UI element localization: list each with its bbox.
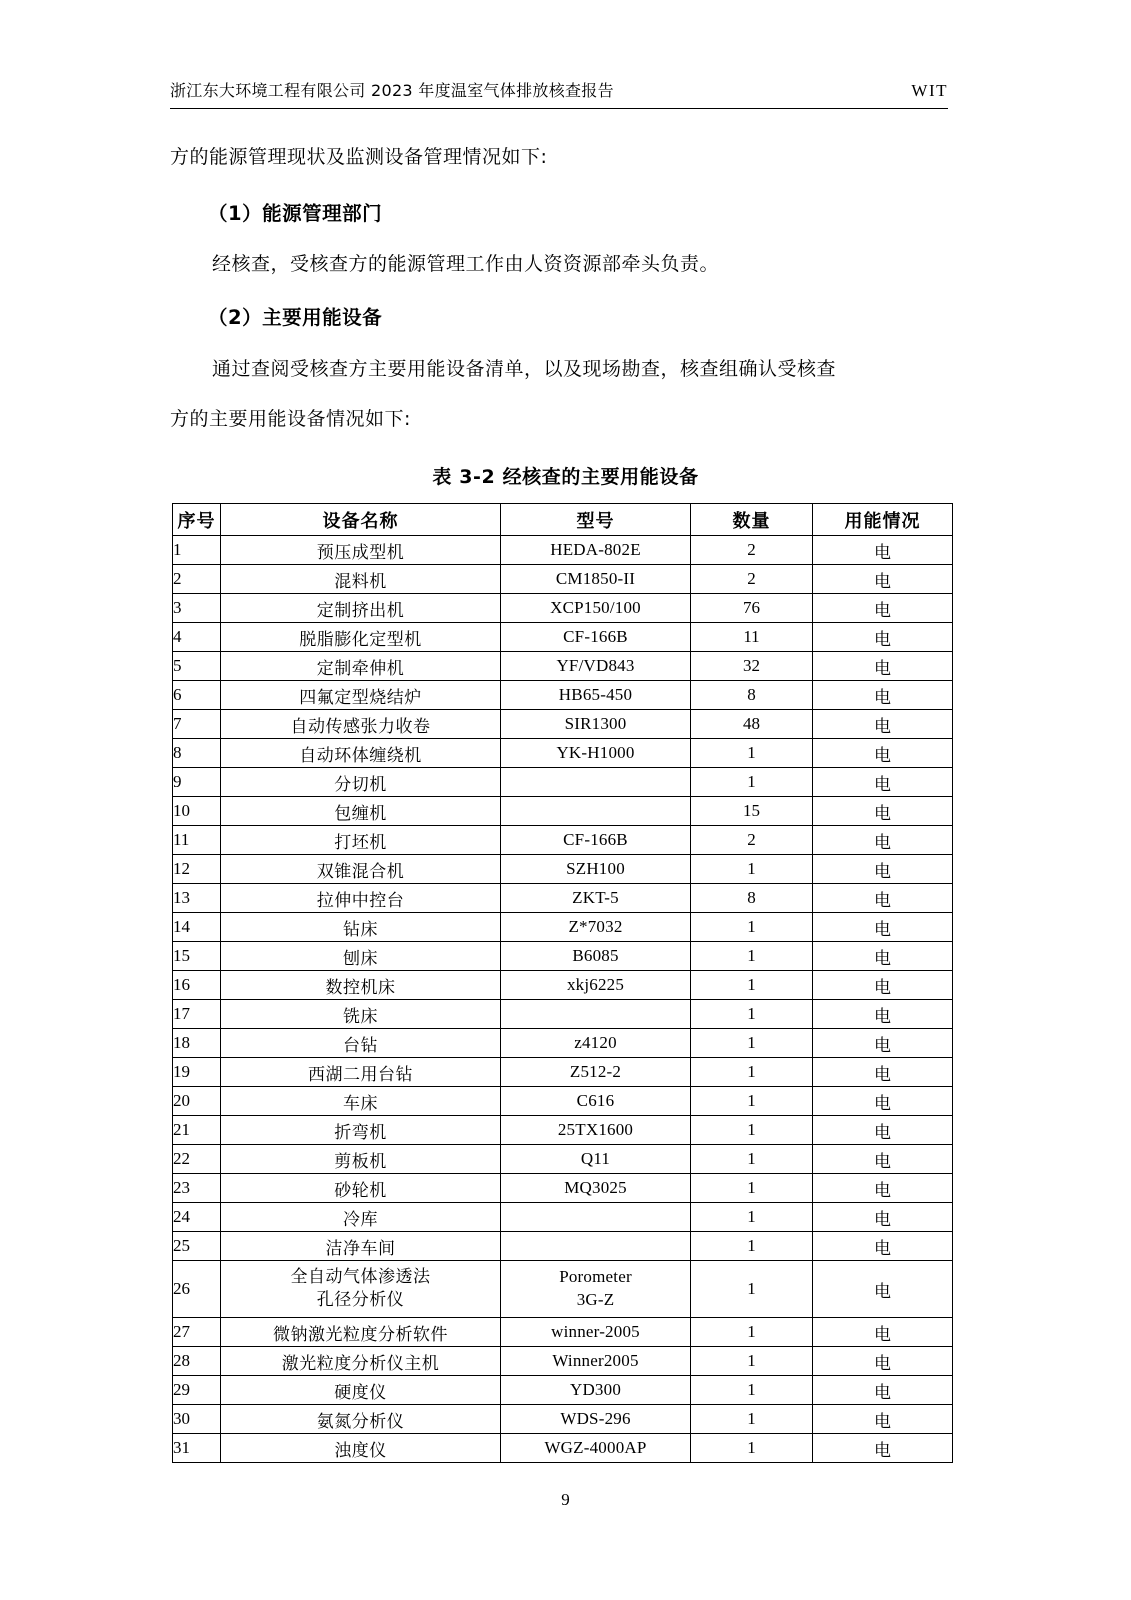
cell-name: 打坯机 [221,826,501,855]
cell-no: 13 [173,884,221,913]
cell-name: 微钠激光粒度分析软件 [221,1318,501,1347]
cell-name: 脱脂膨化定型机 [221,623,501,652]
cell-qty: 1 [691,739,813,768]
cell-name: 冷库 [221,1203,501,1232]
cell-name: 氨氮分析仪 [221,1405,501,1434]
table-row [173,1261,953,1318]
cell-use: 电 [813,710,953,739]
cell-model: HEDA-802E [501,536,691,565]
cell-use: 电 [813,1145,953,1174]
cell-no: 25 [173,1232,221,1261]
cell-no: 4 [173,623,221,652]
cell-use: 电 [813,971,953,1000]
cell-model: ZKT-5 [501,884,691,913]
cell-use: 电 [813,797,953,826]
paragraph-main-equipment-1: 通过查阅受核查方主要用能设备清单，以及现场勘查，核查组确认受核查 [212,358,837,380]
table-row [173,623,953,652]
cell-model: CM1850-II [501,565,691,594]
cell-model: Winner2005 [501,1347,691,1376]
cell-qty: 1 [691,1174,813,1203]
cell-name: 自动传感张力收卷 [221,710,501,739]
table-row [173,913,953,942]
cell-qty: 1 [691,1029,813,1058]
cell-model: HB65-450 [501,681,691,710]
table-row [173,797,953,826]
cell-name: 洁净车间 [221,1232,501,1261]
cell-model: Porometer 3G-Z [501,1261,691,1318]
cell-no: 23 [173,1174,221,1203]
header-title: 浙江东大环境工程有限公司 2023 年度温室气体排放核查报告 [170,81,614,100]
table-row [173,855,953,884]
cell-model: SZH100 [501,855,691,884]
cell-model: YF/VD843 [501,652,691,681]
cell-name: 双锥混合机 [221,855,501,884]
cell-use: 电 [813,913,953,942]
equipment-table [172,503,953,1463]
cell-qty: 1 [691,913,813,942]
cell-qty: 1 [691,855,813,884]
cell-name: 浊度仪 [221,1434,501,1463]
cell-use: 电 [813,1434,953,1463]
table-row [173,1174,953,1203]
cell-qty: 32 [691,652,813,681]
cell-qty: 1 [691,1232,813,1261]
cell-model [501,768,691,797]
cell-use: 电 [813,1000,953,1029]
cell-name: 预压成型机 [221,536,501,565]
cell-use: 电 [813,1318,953,1347]
cell-name: 定制牵伸机 [221,652,501,681]
cell-qty: 1 [691,1203,813,1232]
cell-name: 硬度仪 [221,1376,501,1405]
cell-name: 数控机床 [221,971,501,1000]
cell-use: 电 [813,594,953,623]
cell-no: 22 [173,1145,221,1174]
cell-model [501,1232,691,1261]
cell-use: 电 [813,1347,953,1376]
cell-qty: 2 [691,565,813,594]
cell-qty: 1 [691,1000,813,1029]
cell-no: 12 [173,855,221,884]
table-row [173,1232,953,1261]
cell-use: 电 [813,1087,953,1116]
cell-no: 17 [173,1000,221,1029]
cell-use: 电 [813,1376,953,1405]
cell-no: 8 [173,739,221,768]
cell-qty: 1 [691,1405,813,1434]
cell-name: 剪板机 [221,1145,501,1174]
table-row [173,826,953,855]
table-row [173,1029,953,1058]
cell-model: CF-166B [501,623,691,652]
table-row [173,739,953,768]
cell-use: 电 [813,1203,953,1232]
cell-qty: 1 [691,1058,813,1087]
cell-use: 电 [813,826,953,855]
cell-no: 7 [173,710,221,739]
cell-model [501,797,691,826]
cell-name: 全自动气体渗透法 孔径分析仪 [221,1261,501,1318]
cell-name: 铣床 [221,1000,501,1029]
cell-model [501,1203,691,1232]
cell-name: 分切机 [221,768,501,797]
heading-main-equipment: （2）主要用能设备 [208,306,383,329]
cell-name: 钻床 [221,913,501,942]
cell-qty: 1 [691,1318,813,1347]
table-row [173,565,953,594]
paragraph-intro: 方的能源管理现状及监测设备管理情况如下: [170,146,548,168]
cell-no: 5 [173,652,221,681]
column-header-use: 用能情况 [813,504,953,536]
cell-use: 电 [813,768,953,797]
cell-model: B6085 [501,942,691,971]
table-row [173,1376,953,1405]
cell-model: WDS-296 [501,1405,691,1434]
cell-no: 1 [173,536,221,565]
cell-no: 29 [173,1376,221,1405]
table-row [173,594,953,623]
cell-model: Z512-2 [501,1058,691,1087]
table-caption: 表 3-2 经核查的主要用能设备 [432,466,699,488]
cell-model: MQ3025 [501,1174,691,1203]
cell-qty: 76 [691,594,813,623]
cell-no: 2 [173,565,221,594]
table-row [173,710,953,739]
cell-use: 电 [813,942,953,971]
cell-name: 激光粒度分析仪主机 [221,1347,501,1376]
table-row [173,971,953,1000]
table-row [173,1434,953,1463]
cell-qty: 1 [691,1116,813,1145]
cell-name: 自动环体缠绕机 [221,739,501,768]
table-row [173,1405,953,1434]
cell-use: 电 [813,565,953,594]
cell-use: 电 [813,1405,953,1434]
cell-no: 3 [173,594,221,623]
table-row [173,1116,953,1145]
cell-no: 24 [173,1203,221,1232]
table-row [173,1347,953,1376]
table-header-row [173,504,953,536]
cell-no: 15 [173,942,221,971]
cell-model: xkj6225 [501,971,691,1000]
cell-name: 拉伸中控台 [221,884,501,913]
cell-use: 电 [813,1058,953,1087]
cell-use: 电 [813,1029,953,1058]
cell-no: 30 [173,1405,221,1434]
cell-no: 27 [173,1318,221,1347]
paragraph-main-equipment-2: 方的主要用能设备情况如下: [170,408,411,430]
cell-model: YK-H1000 [501,739,691,768]
table-row [173,884,953,913]
cell-qty: 8 [691,681,813,710]
column-header-name: 设备名称 [221,504,501,536]
cell-model: z4120 [501,1029,691,1058]
cell-model: C616 [501,1087,691,1116]
cell-no: 26 [173,1261,221,1318]
cell-use: 电 [813,623,953,652]
cell-model: 25TX1600 [501,1116,691,1145]
cell-qty: 2 [691,826,813,855]
cell-no: 11 [173,826,221,855]
cell-qty: 1 [691,1376,813,1405]
cell-no: 21 [173,1116,221,1145]
table-row [173,652,953,681]
cell-name: 车床 [221,1087,501,1116]
cell-use: 电 [813,536,953,565]
cell-use: 电 [813,739,953,768]
cell-qty: 8 [691,884,813,913]
page-number: 9 [561,1490,570,1509]
cell-no: 14 [173,913,221,942]
heading-energy-management-dept: （1）能源管理部门 [208,202,383,225]
cell-qty: 1 [691,971,813,1000]
table-row [173,681,953,710]
cell-use: 电 [813,1174,953,1203]
table-row [173,1318,953,1347]
cell-no: 31 [173,1434,221,1463]
column-header-qty: 数量 [691,504,813,536]
cell-model: CF-166B [501,826,691,855]
cell-model [501,1000,691,1029]
column-header-no: 序号 [173,504,221,536]
cell-name: 四氟定型烧结炉 [221,681,501,710]
table-row [173,1087,953,1116]
cell-name: 台钻 [221,1029,501,1058]
cell-no: 10 [173,797,221,826]
cell-qty: 15 [691,797,813,826]
cell-no: 19 [173,1058,221,1087]
cell-name: 混料机 [221,565,501,594]
cell-qty: 48 [691,710,813,739]
cell-model: SIR1300 [501,710,691,739]
cell-no: 28 [173,1347,221,1376]
table-row [173,1203,953,1232]
cell-qty: 1 [691,942,813,971]
cell-qty: 1 [691,1145,813,1174]
cell-qty: 11 [691,623,813,652]
cell-no: 9 [173,768,221,797]
cell-model: YD300 [501,1376,691,1405]
column-header-model: 型号 [501,504,691,536]
cell-qty: 1 [691,1347,813,1376]
cell-name: 定制挤出机 [221,594,501,623]
cell-model: winner-2005 [501,1318,691,1347]
cell-qty: 2 [691,536,813,565]
cell-name: 西湖二用台钻 [221,1058,501,1087]
table-row [173,1000,953,1029]
cell-name: 刨床 [221,942,501,971]
cell-use: 电 [813,1232,953,1261]
cell-qty: 1 [691,768,813,797]
cell-model: XCP150/100 [501,594,691,623]
cell-no: 20 [173,1087,221,1116]
cell-use: 电 [813,1116,953,1145]
table-row [173,1058,953,1087]
cell-name: 砂轮机 [221,1174,501,1203]
cell-use: 电 [813,681,953,710]
cell-use: 电 [813,855,953,884]
cell-use: 电 [813,1261,953,1318]
table-row [173,942,953,971]
cell-qty: 1 [691,1434,813,1463]
cell-no: 18 [173,1029,221,1058]
cell-qty: 1 [691,1087,813,1116]
cell-model: Q11 [501,1145,691,1174]
cell-use: 电 [813,884,953,913]
table-row [173,1145,953,1174]
header-right-label: WIT [911,81,948,100]
cell-use: 电 [813,652,953,681]
page-header [170,78,948,101]
cell-no: 16 [173,971,221,1000]
cell-name: 折弯机 [221,1116,501,1145]
paragraph-energy-management: 经核查，受核查方的能源管理工作由人资资源部牵头负责。 [212,253,720,275]
cell-model: WGZ-4000AP [501,1434,691,1463]
cell-name: 包缠机 [221,797,501,826]
table-row [173,536,953,565]
cell-qty: 1 [691,1261,813,1318]
table-row [173,768,953,797]
cell-model: Z*7032 [501,913,691,942]
header-divider [170,108,948,109]
cell-no: 6 [173,681,221,710]
